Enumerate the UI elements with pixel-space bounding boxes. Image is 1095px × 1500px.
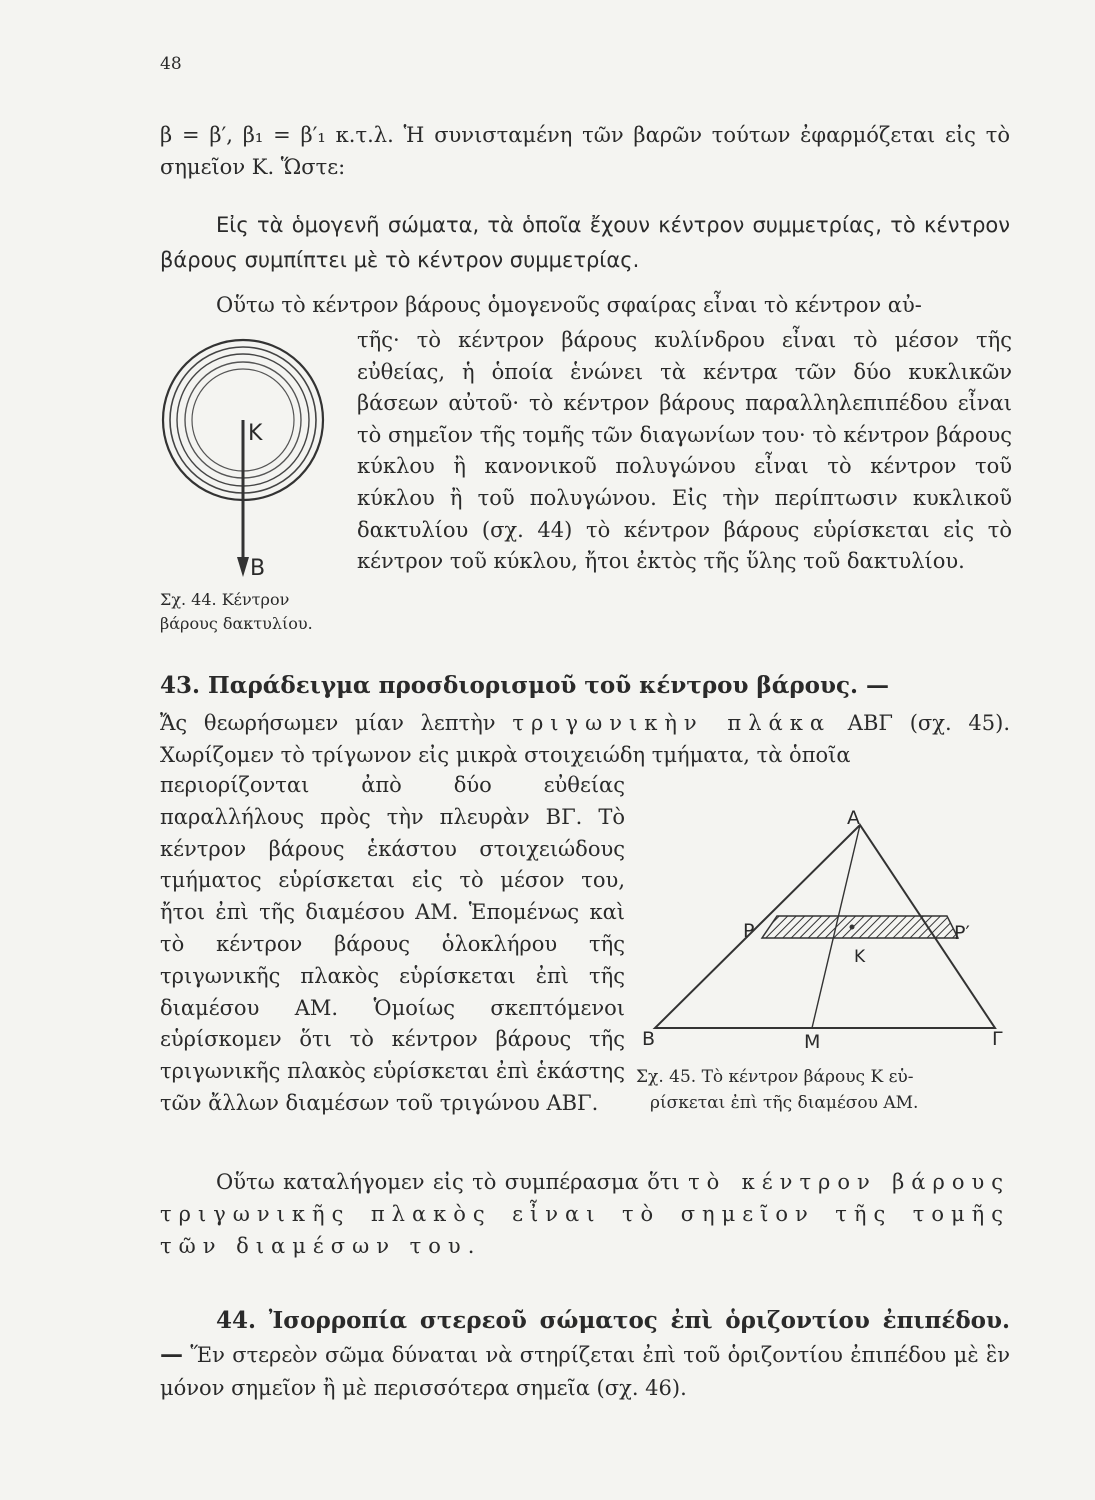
paragraph-examples: τῆς· τὸ κέντρον βάρους κυλίνδρου εἶναι τὸ μέσον τῆς εὐθείας, ἡ ὁποία ἑνώνει τὰ κέντρα τῶν δύο κυκλικῶν βάσεων αὐτοῦ· τὸ κέντρον βάρους παραλληλεπιπέδου εἶναι τὸ σημεῖον τῆς τομῆς τῶν διαγωνίων του· τὸ κέντρον βάρους κύκλου ἢ κανονικοῦ πολυγώνου εἶναι τὸ κέντρον τοῦ κύκλου ἢ τοῦ πολυγώνου. Εἰς τὴν περίπτωσιν κυκλικοῦ δακτυλίου (σχ. 44) τὸ κέντρον βάρους εὑρίσκεται εἰς τὸ κέντρον τοῦ κύκλου, ἤτοι ἐκτὸς τῆς ὕλης τοῦ δακτυλίου. (357, 328, 1012, 574)
label-p-prime: P′ (954, 922, 970, 944)
label-a: A (847, 807, 860, 829)
section-43-body: περιορίζονται ἀπὸ δύο εὐθείας παραλλήλους πρὸς τὴν πλευρὰν ΒΓ. Τὸ κέντρον βάρους ἑκάστου στοιχειώδους τμήματος εὑρίσκεται εἰς τὸ μέσον του, ἤτοι ἐπὶ τῆς διαμέσου ΑΜ. Ἑπομένως καὶ τὸ κέντρον βάρους ὁλοκλήρου τῆς τριγωνικῆς πλακὸς εὑρίσκεται ἐπὶ τῆς διαμέσου ΑΜ. Ὁμοίως σκεπτόμενοι εὑρίσκομεν ὅτι τὸ κέντρον βάρους τῆς τριγωνικῆς πλακὸς εὑρίσκεται ἐπὶ ἑκάστης τῶν ἄλλων διαμέσων τοῦ τριγώνου ΑΒΓ. (160, 773, 625, 1115)
figure-44-caption (160, 588, 313, 636)
caption-line: Σχ. 45. Τὸ κέντρον βάρους Κ εὑ- (636, 1067, 914, 1087)
caption-line: Σχ. 44. Κέντρον (160, 590, 290, 609)
paragraph-intro: β = β′, β₁ = β′₁ κ.τ.λ. Ἡ συνισταμένη τῶν βαρῶν τούτων ἐφαρμόζεται εἰς τὸ σημεῖον Κ. Ὥστε: (160, 123, 1010, 179)
section-44 (160, 1304, 1010, 1405)
text-span: Οὕτω καταλήγομεν εἰς τὸ συμπέρασμα ὅτι (216, 1170, 689, 1194)
caption-line: ρίσκεται ἐπὶ τῆς διαμέσου ΑΜ. (650, 1093, 919, 1113)
rule-statement: Εἰς τὰ ὁμογενῆ σώματα, τὰ ὁποῖα ἔχουν κέντρον συμμετρίας, τὸ κέντρον βάρους συμπίπτει μὲ τὸ κέντρον συμμετρίας. (160, 213, 1010, 272)
text-span: ΑΒΓ (σχ. 45). Χωρίζομεν τὸ τρίγωνον εἰς μικρὰ στοιχειώδη τμήματα, τὰ ὁποῖα (160, 711, 1010, 767)
spaced-term: τριγωνικὴν πλάκα (512, 711, 832, 735)
arrow-head-icon (237, 557, 249, 577)
text-span: Ἄς θεωρήσωμεν μίαν λεπτὴν (160, 711, 513, 735)
label-k: K (854, 947, 866, 967)
page-number: 48 (160, 54, 182, 74)
point-k (850, 925, 855, 930)
figure-45-caption (636, 1064, 918, 1116)
label-p: P (743, 920, 755, 942)
label-gamma: Γ (992, 1028, 1003, 1050)
label-m: M (804, 1031, 821, 1053)
label-k: K (248, 421, 263, 446)
section-43-intro (160, 708, 1010, 771)
spaced-conclusion: τὸ κέντρον βάρους τριγωνικῆς πλακὸς εἶναι τὸ σημεῖον τῆς τομῆς τῶν διαμέσων του. (160, 1170, 1011, 1258)
section-44-text: Ἕν στερεὸν σῶμα δύναται νὰ στηρίζεται ἐπὶ τοῦ ὁριζοντίου ἐπιπέδου μὲ ἓν μόνον σημεῖον ἢ μὲ περισσότερα σημεῖα (σχ. 46). (160, 1343, 1010, 1400)
paragraph-examples-first-line: Οὕτω τὸ κέντρον βάρους ὁμογενοῦς σφαίρας εἶναι τὸ κέντρον αὐ- (216, 293, 922, 317)
label-b: B (250, 556, 266, 581)
figure-45-triangle (640, 800, 1020, 1053)
section-43-heading: 43. Παράδειγμα προσδιορισμοῦ τοῦ κέντρου βάρους. — (160, 672, 890, 699)
caption-line: βάρους δακτυλίου. (160, 614, 313, 633)
figure-44-ring (158, 325, 358, 585)
section-44-heading: 44. Ἰσορροπία στερεοῦ σώματος ἐπὶ ὁριζοντίου ἐπιπέδου. — (160, 1307, 1010, 1368)
conclusion-paragraph (160, 1166, 1010, 1262)
label-b: B (642, 1028, 656, 1050)
